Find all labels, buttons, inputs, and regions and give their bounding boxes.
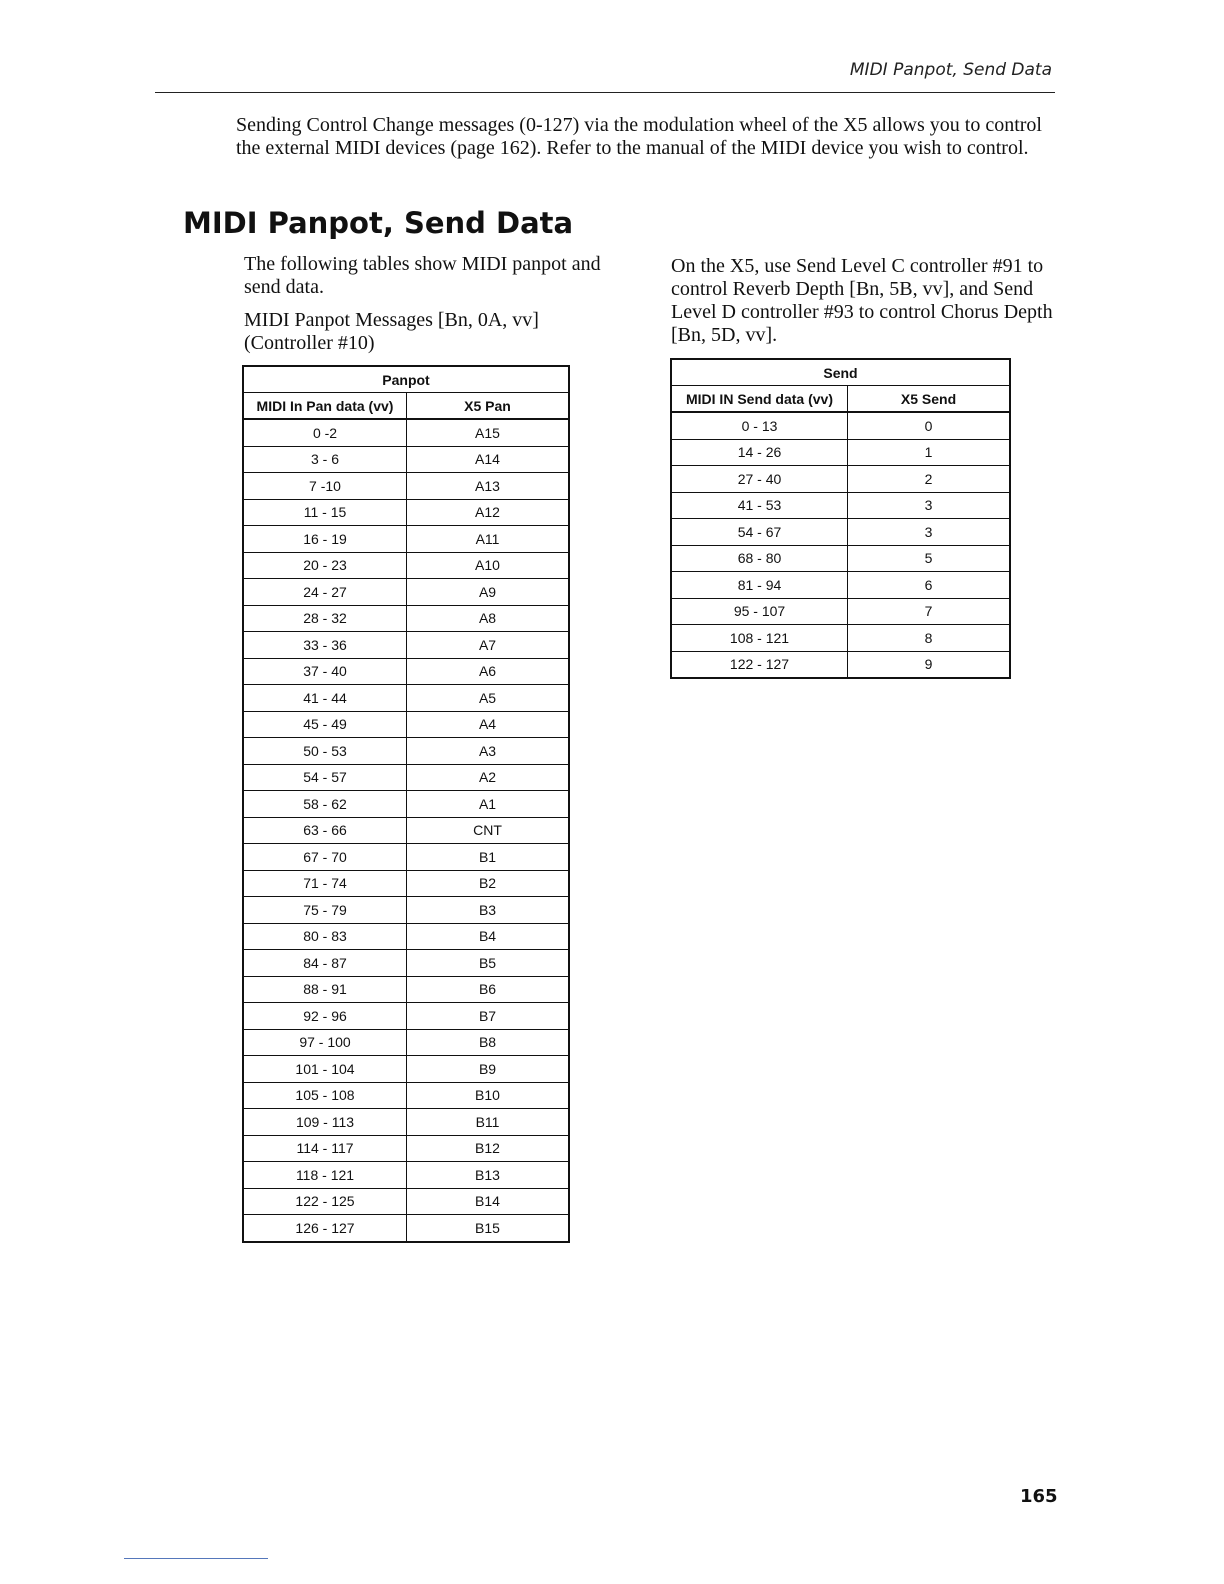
panpot-col-midi-in: MIDI In Pan data (vv) — [243, 393, 407, 420]
table-cell: 11 - 15 — [243, 499, 407, 526]
table-cell: 3 - 6 — [243, 446, 407, 473]
table-row — [243, 976, 569, 1003]
table-row — [243, 791, 569, 818]
table-cell: 75 - 79 — [243, 897, 407, 924]
table-cell: 54 - 57 — [243, 764, 407, 791]
table-cell: 63 - 66 — [243, 817, 407, 844]
table-row — [243, 579, 569, 606]
table-cell: A11 — [407, 526, 570, 553]
table-cell: B6 — [407, 976, 570, 1003]
table-row — [243, 658, 569, 685]
table-cell: A1 — [407, 791, 570, 818]
table-row — [243, 605, 569, 632]
table-cell: 67 - 70 — [243, 844, 407, 871]
table-row — [671, 439, 1010, 466]
table-cell: 109 - 113 — [243, 1109, 407, 1136]
send-level-paragraph: On the X5, use Send Level C controller #91 to control Reverb Depth [Bn, 5B, vv], and Send Level D controller #93 to control Chorus Depth [Bn, 5D, vv]. — [671, 255, 1053, 346]
send-table — [670, 358, 1011, 679]
table-cell: A2 — [407, 764, 570, 791]
table-cell: A6 — [407, 658, 570, 685]
table-cell: A10 — [407, 552, 570, 579]
table-cell: 14 - 26 — [671, 439, 848, 466]
table-row — [243, 685, 569, 712]
table-cell: A13 — [407, 473, 570, 500]
table-cell: 1 — [848, 439, 1011, 466]
panpot-table-title: Panpot — [243, 366, 569, 393]
table-cell: 95 - 107 — [671, 598, 848, 625]
table-cell: 7 — [848, 598, 1011, 625]
table-cell: CNT — [407, 817, 570, 844]
table-row — [243, 764, 569, 791]
table-cell: 122 - 125 — [243, 1188, 407, 1215]
table-row — [243, 738, 569, 765]
table-row — [671, 651, 1010, 678]
table-row — [243, 950, 569, 977]
table-cell: 54 - 67 — [671, 519, 848, 546]
table-cell: 92 - 96 — [243, 1003, 407, 1030]
table-row — [243, 1215, 569, 1242]
table-cell: B15 — [407, 1215, 570, 1242]
table-cell: 3 — [848, 492, 1011, 519]
table-cell: B8 — [407, 1029, 570, 1056]
table-row — [671, 492, 1010, 519]
table-cell: 80 - 83 — [243, 923, 407, 950]
table-cell: 101 - 104 — [243, 1056, 407, 1083]
table-cell: 16 - 19 — [243, 526, 407, 553]
table-cell: 97 - 100 — [243, 1029, 407, 1056]
table-cell: 114 - 117 — [243, 1135, 407, 1162]
footer-rule — [124, 1558, 268, 1559]
table-row — [671, 466, 1010, 493]
table-cell: B3 — [407, 897, 570, 924]
table-cell: B11 — [407, 1109, 570, 1136]
send-col-midi-in: MIDI IN Send data (vv) — [671, 386, 848, 413]
table-cell: 0 — [848, 412, 1011, 439]
send-table-title: Send — [671, 359, 1010, 386]
table-cell: 71 - 74 — [243, 870, 407, 897]
table-row — [243, 711, 569, 738]
table-cell: 108 - 121 — [671, 625, 848, 652]
table-cell: A12 — [407, 499, 570, 526]
tables-intro-paragraph: The following tables show MIDI panpot and send data. — [244, 253, 601, 298]
table-row — [243, 870, 569, 897]
running-header: MIDI Panpot, Send Data — [849, 60, 1052, 80]
table-cell: 37 - 40 — [243, 658, 407, 685]
table-row — [243, 1109, 569, 1136]
section-title: MIDI Panpot, Send Data — [183, 206, 574, 240]
table-cell: A4 — [407, 711, 570, 738]
table-cell: A9 — [407, 579, 570, 606]
table-row — [243, 817, 569, 844]
table-row — [671, 545, 1010, 572]
table-cell: B7 — [407, 1003, 570, 1030]
table-row — [243, 1135, 569, 1162]
table-cell: 41 - 44 — [243, 685, 407, 712]
table-row — [671, 412, 1010, 439]
table-cell: A14 — [407, 446, 570, 473]
table-cell: 20 - 23 — [243, 552, 407, 579]
table-cell: B1 — [407, 844, 570, 871]
table-cell: 5 — [848, 545, 1011, 572]
table-cell: 84 - 87 — [243, 950, 407, 977]
table-cell: B2 — [407, 870, 570, 897]
table-cell: 81 - 94 — [671, 572, 848, 599]
table-cell: 7 -10 — [243, 473, 407, 500]
table-cell: 27 - 40 — [671, 466, 848, 493]
table-cell: 118 - 121 — [243, 1162, 407, 1189]
table-row — [243, 473, 569, 500]
table-row — [243, 526, 569, 553]
table-row — [243, 552, 569, 579]
table-row — [243, 1082, 569, 1109]
table-cell: A3 — [407, 738, 570, 765]
table-cell: A7 — [407, 632, 570, 659]
table-cell: B13 — [407, 1162, 570, 1189]
table-cell: B4 — [407, 923, 570, 950]
table-cell: A15 — [407, 419, 570, 446]
table-row — [243, 844, 569, 871]
table-cell: B14 — [407, 1188, 570, 1215]
header-rule — [155, 92, 1055, 93]
table-cell: 28 - 32 — [243, 605, 407, 632]
panpot-messages-caption: MIDI Panpot Messages [Bn, 0A, vv] (Controller #10) — [244, 309, 539, 354]
table-row — [243, 419, 569, 446]
table-cell: 58 - 62 — [243, 791, 407, 818]
table-cell: 41 - 53 — [671, 492, 848, 519]
table-cell: A8 — [407, 605, 570, 632]
table-row — [671, 625, 1010, 652]
table-cell: 3 — [848, 519, 1011, 546]
table-cell: 24 - 27 — [243, 579, 407, 606]
table-cell: 68 - 80 — [671, 545, 848, 572]
intro-paragraph: Sending Control Change messages (0-127) via the modulation wheel of the X5 allows you to control the external MIDI devices (page 162). Refer to the manual of the MIDI device you wish to control. — [236, 114, 1042, 159]
table-cell: B10 — [407, 1082, 570, 1109]
panpot-col-x5-pan: X5 Pan — [407, 393, 570, 420]
table-cell: B9 — [407, 1056, 570, 1083]
table-cell: 50 - 53 — [243, 738, 407, 765]
table-cell: 122 - 127 — [671, 651, 848, 678]
table-row — [243, 1003, 569, 1030]
table-cell: 126 - 127 — [243, 1215, 407, 1242]
table-cell: 6 — [848, 572, 1011, 599]
table-cell: 2 — [848, 466, 1011, 493]
table-row — [243, 897, 569, 924]
table-cell: 88 - 91 — [243, 976, 407, 1003]
table-row — [243, 1029, 569, 1056]
table-row — [243, 632, 569, 659]
page-number: 165 — [1020, 1486, 1058, 1507]
table-cell: 9 — [848, 651, 1011, 678]
table-row — [243, 499, 569, 526]
table-row — [671, 572, 1010, 599]
send-col-x5-send: X5 Send — [848, 386, 1011, 413]
table-row — [671, 519, 1010, 546]
table-row — [671, 598, 1010, 625]
table-row — [243, 923, 569, 950]
table-cell: 0 - 13 — [671, 412, 848, 439]
table-row — [243, 1056, 569, 1083]
panpot-table — [242, 365, 570, 1243]
table-cell: 8 — [848, 625, 1011, 652]
table-row — [243, 1162, 569, 1189]
table-row — [243, 446, 569, 473]
table-cell: A5 — [407, 685, 570, 712]
table-cell: B5 — [407, 950, 570, 977]
table-cell: 105 - 108 — [243, 1082, 407, 1109]
table-cell: B12 — [407, 1135, 570, 1162]
table-cell: 0 -2 — [243, 419, 407, 446]
table-cell: 33 - 36 — [243, 632, 407, 659]
table-cell: 45 - 49 — [243, 711, 407, 738]
table-row — [243, 1188, 569, 1215]
